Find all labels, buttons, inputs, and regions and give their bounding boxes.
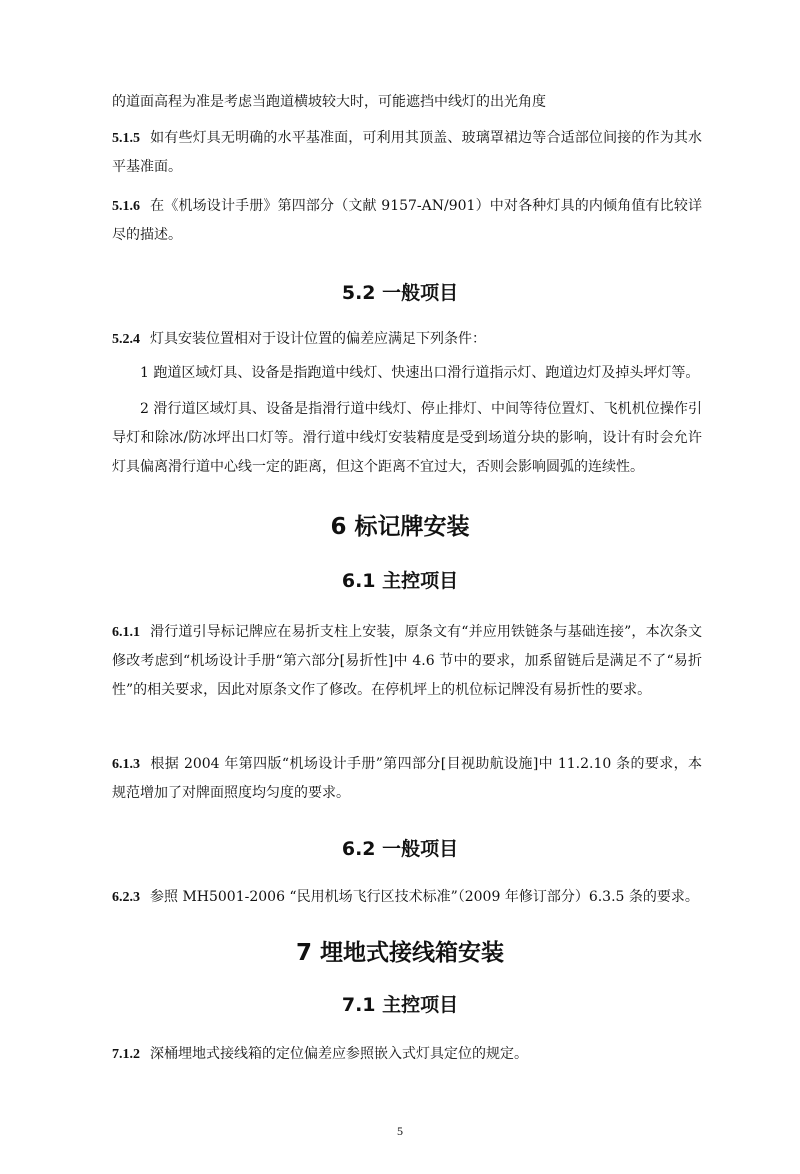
clause-5-1-5	[112, 124, 702, 182]
clause-number: 5.1.6	[112, 199, 140, 214]
clause-number: 6.2.3	[112, 890, 140, 905]
clause-5-1-6	[112, 192, 702, 250]
list-item-1: 1 跑道区域灯具、设备是指跑道中线灯、快速出口滑行道指示灯、跑道边灯及掉头坪灯等。	[140, 365, 700, 381]
clause-text: 在《机场设计手册》第四部分（文献 9157-AN/901）中对各种灯具的内倾角值有比较详尽的描述。	[112, 198, 702, 243]
clause-number: 7.1.2	[112, 1047, 140, 1062]
clause-text: 根据 2004 年第四版“机场设计手册”第四部分[目视助航设施]中 11.2.10 条的要求，本规范增加了对牌面照度均匀度的要求。	[112, 756, 702, 801]
section-heading-6-1: 6.1 主控项目	[341, 570, 459, 592]
list-item-2: 2 滑行道区域灯具、设备是指滑行道中线灯、停止排灯、中间等待位置灯、飞机机位操作引导灯和除冰/防冰坪出口灯等。滑行道中线灯安装精度是受到场道分块的影响，设计有时会允许灯具偏离滑行道中心线一定的距离，但这个距离不宜过大，否则会影响圆弧的连续性。	[112, 401, 702, 475]
clause-text: 如有些灯具无明确的水平基准面，可利用其顶盖、玻璃罩裙边等合适部位间接的作为其水平基准面。	[112, 130, 702, 175]
chapter-heading-7: 7 埋地式接线箱安装	[295, 940, 504, 966]
clause-5-2-4	[112, 325, 702, 354]
clause-6-1-1	[112, 618, 702, 705]
chapter-heading-6: 6 标记牌安装	[330, 514, 470, 540]
clause-text: 滑行道引导标记牌应在易折支柱上安装，原条文有“并应用铁链条与基础连接”，本次条文修改考虑到“机场设计手册“第六部分[易折性]中 4.6 节中的要求，加系留链后是满足不了“易折性”的相关要求，因此对原条文作了修改。在停机坪上的机位标记牌没有易折性的要求。	[112, 624, 702, 698]
clause-number: 6.1.1	[112, 625, 140, 640]
clause-6-2-3	[112, 883, 702, 912]
clause-6-1-3	[112, 750, 702, 808]
clause-7-1-2	[112, 1040, 702, 1069]
page-number: 5	[397, 1124, 403, 1138]
section-heading-7-1: 7.1 主控项目	[341, 994, 459, 1016]
clause-text: 灯具安装位置相对于设计位置的偏差应满足下列条件：	[150, 331, 486, 347]
clause-number: 6.1.3	[112, 757, 140, 772]
clause-text: 参照 MH5001-2006 “民用机场飞行区技术标准”（2009 年修订部分）6.3.5 条的要求。	[150, 889, 699, 905]
clause-number: 5.2.4	[112, 332, 140, 347]
clause-number: 5.1.5	[112, 131, 140, 146]
continuation-paragraph: 的道面高程为准是考虑当跑道横坡较大时，可能遮挡中线灯的出光角度	[112, 94, 546, 110]
clause-text: 深桶埋地式接线箱的定位偏差应参照嵌入式灯具定位的规定。	[150, 1046, 528, 1062]
section-heading-5-2: 5.2 一般项目	[341, 282, 459, 304]
section-heading-6-2: 6.2 一般项目	[341, 838, 459, 860]
